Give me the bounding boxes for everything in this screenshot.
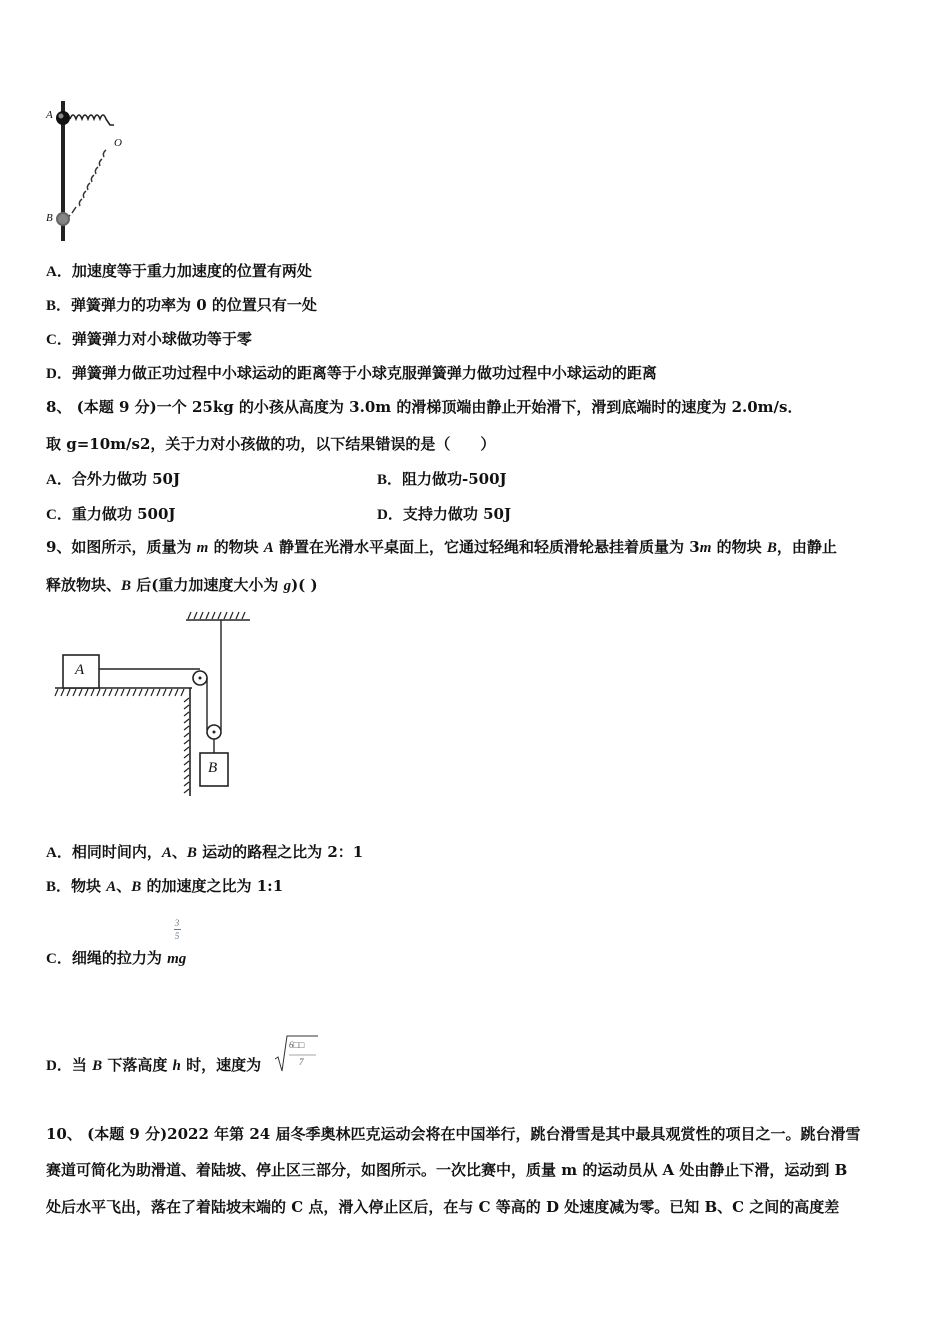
q7-option-c: C．弹簧弹力对小球做功等于零 — [46, 330, 252, 348]
point-a-label: A — [46, 109, 53, 121]
q9-option-b: B．物块 A、B 的加速度之比为 1:1 — [46, 877, 284, 895]
q8-stem-line1: 8、 (本题 9 分)一个 25kg 的小孩从高度为 3.0m 的滑梯顶端由静止开始滑下，滑到底端时的速度为 2.0m/s． — [46, 398, 803, 416]
q8-stem-line2: 取 g=10m/s2，关于力对小孩做的功，以下结果错误的是（ ） — [46, 435, 496, 453]
q10-stem-line1: 10、 (本题 9 分)2022 年第 24 届冬季奥林匹克运动会将在中国举行，跳台滑雪是其中最具观赏性的项目之一。跳台滑雪 — [46, 1125, 861, 1143]
q7-option-b: B．弹簧弹力的功率为 0 的位置只有一处 — [46, 296, 317, 314]
q9-option-d: D．当 B 下落高度 h 时，速度为 — [46, 1056, 262, 1074]
q9-option-c: C．细绳的拉力为 mg — [46, 949, 187, 967]
point-b-label: B — [46, 212, 53, 224]
spring-rod-figure — [40, 95, 140, 245]
q9-stem-line1: 9、如图所示，质量为 m 的物块 A 静置在光滑水平桌面上，它通过轻绳和轻质滑轮悬挂着质量为 3m 的物块 B，由静止 — [46, 538, 837, 556]
q7-option-a: A．加速度等于重力加速度的位置有两处 — [46, 262, 312, 280]
q8-option-a: A．合外力做功 50J — [46, 470, 181, 488]
q8-option-d: D．支持力做功 50J — [377, 505, 512, 523]
point-o-label: O — [114, 137, 122, 149]
q10-stem-line3: 处后水平飞出，落在了着陆坡末端的 C 点，滑入停止区后，在与 C 等高的 D 处速度减为零。已知 B、C 之间的高度差 — [46, 1198, 840, 1216]
sqrt-expression: 6□□ 7 — [274, 1033, 318, 1073]
q9-stem-line2: 释放物块、B 后(重力加速度大小为 g)( ) — [46, 576, 318, 594]
q9-option-a: A．相同时间内，A、B 运动的路程之比为 2：1 — [46, 843, 364, 861]
q7-option-d: D．弹簧弹力做正功过程中小球运动的距离等于小球克服弹簧弹力做功过程中小球运动的距离 — [46, 364, 657, 382]
pulley-figure — [50, 608, 260, 803]
q8-option-b: B．阻力做功-500J — [377, 470, 507, 488]
q10-stem-line2: 赛道可简化为助滑道、着陆坡、停止区三部分，如图所示。一次比赛中，质量 m 的运动员从 A 处由静止下滑，运动到 B — [46, 1161, 848, 1179]
block-b-label: B — [208, 760, 218, 776]
block-a-label: A — [75, 662, 85, 678]
fraction-3-5: 3 5 — [174, 918, 180, 941]
q8-option-c: C．重力做功 500J — [46, 505, 176, 523]
